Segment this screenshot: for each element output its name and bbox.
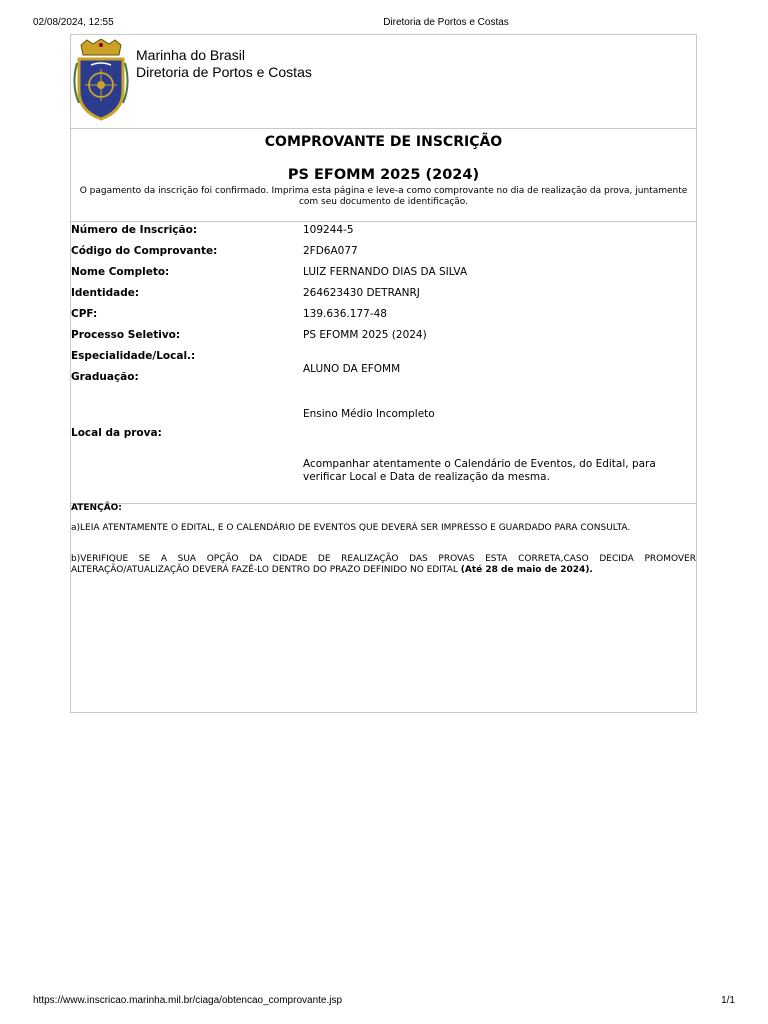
- numero-value: 109244-5: [303, 224, 354, 236]
- attention-title: ATENÇÃO:: [71, 503, 122, 513]
- registration-fields: [71, 221, 696, 504]
- identidade-value: 264623430 DETRANRJ: [303, 287, 420, 299]
- print-header: [0, 17, 768, 31]
- processo-value: PS EFOMM 2025 (2024): [303, 329, 427, 341]
- numero-label: Número de Inscrição:: [71, 224, 198, 236]
- codigo-value: 2FD6A077: [303, 245, 358, 257]
- print-page-title: Diretoria de Portos e Costas: [383, 17, 509, 28]
- print-datetime: 02/08/2024, 12:55: [33, 17, 114, 28]
- cpf-label: CPF:: [71, 308, 98, 320]
- attention-deadline: (Até 28 de maio de 2024).: [460, 565, 593, 575]
- especialidade-label: Especialidade/Local.:: [71, 350, 196, 362]
- page-title: COMPROVANTE DE INSCRIÇÃO: [264, 134, 503, 150]
- cpf-value: 139.636.177-48: [303, 308, 387, 320]
- receipt-frame: [70, 34, 697, 713]
- codigo-label: Código do Comprovante:: [71, 245, 218, 257]
- print-footer: [0, 995, 768, 1009]
- attention-item-a: a)LEIA ATENTAMENTE O EDITAL, E O CALENDÁRIO DE EVENTOS QUE DEVERÁ SER IMPRESSO E GUARDADO PARA CONSULTA.: [71, 523, 631, 533]
- local-label: Local da prova:: [71, 427, 162, 439]
- org-line2: Diretoria de Portos e Costas: [136, 64, 312, 80]
- processo-label: Processo Seletivo:: [71, 329, 181, 341]
- nome-value: LUIZ FERNANDO DIAS DA SILVA: [303, 266, 468, 278]
- attention-item-b-text: b)VERIFIQUE SE A SUA OPÇÃO DA CIDADE DE REALIZAÇÃO DAS PROVAS ESTA CORRETA,CASO DECIDA PROMOVER ALTERAÇÃO/ATUALIZAÇÃO DEVERÁ FAZÊ-LO DENTRO DO PRAZO DEFINIDO NO EDITAL: [71, 554, 696, 575]
- attention-item-b: [71, 554, 696, 576]
- org-header: [71, 35, 696, 129]
- org-name: [136, 47, 312, 81]
- especialidade-value: ALUNO DA EFOMM: [303, 363, 401, 375]
- exam-title: PS EFOMM 2025 (2024): [287, 167, 480, 183]
- navy-crest-icon: [73, 39, 129, 123]
- graduacao-value: Ensino Médio Incompleto: [303, 408, 435, 420]
- org-line1: Marinha do Brasil: [136, 47, 245, 63]
- print-url: https://www.inscricao.marinha.mil.br/ciaga/obtencao_comprovante.jsp: [33, 995, 343, 1006]
- identidade-label: Identidade:: [71, 287, 140, 299]
- graduacao-label: Graduação:: [71, 371, 139, 383]
- nome-label: Nome Completo:: [71, 266, 170, 278]
- print-page-number: 1/1: [721, 995, 735, 1006]
- local-value: Acompanhar atentamente o Calendário de Eventos, do Edital, para verificar Local e Data de realização da mesma.: [303, 458, 656, 483]
- payment-notice: O pagamento da inscrição foi confirmado. Imprima esta página e leve-a como comprovante no dia de realização da prova, juntamente com seu documento de identificação.: [79, 186, 688, 207]
- title-block: [71, 128, 696, 222]
